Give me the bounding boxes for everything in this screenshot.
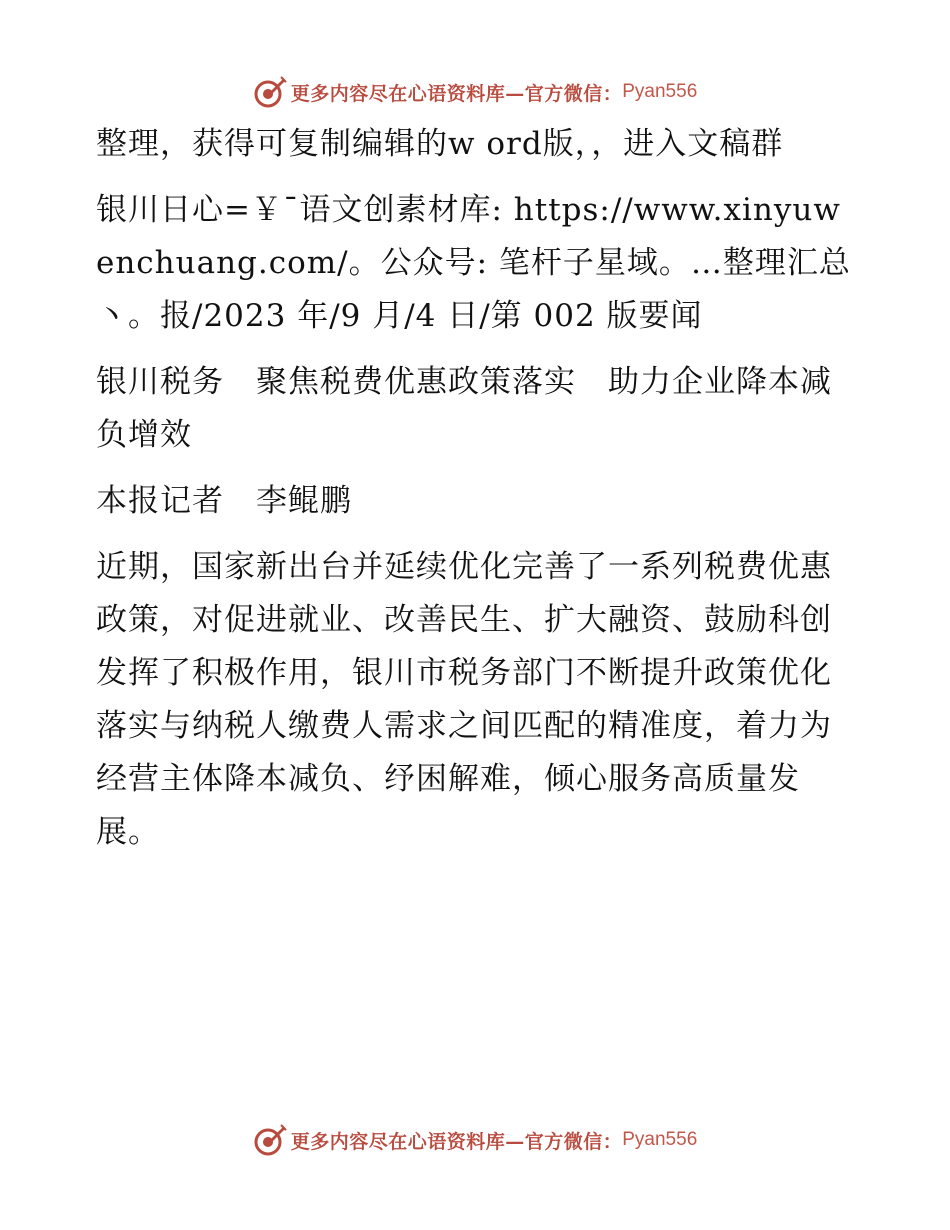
quill-pen-logo-icon — [253, 1123, 287, 1157]
article-title: 银川税务 聚焦税费优惠政策落实 助力企业降本减负增效 — [96, 364, 832, 453]
header-banner — [0, 72, 950, 112]
paragraph-intro-note: 整理，获得可复制编辑的w ord版，，进入文稿群 — [96, 126, 784, 162]
article-body-paragraph: 近期，国家新出台并延续优化完善了一系列税费优惠政策，对促进就业、改善民生、扩大融资、鼓励科创发挥了积极作用，银川市税务部门不断提升政策优化落实与纳税人缴费人需求之间匹配的精准度，着力为经营主体降本减负、纾困解难，倾心服务高质量发展。 — [96, 549, 832, 850]
article-byline: 本报记者 李鲲鹏 — [96, 483, 352, 519]
header-banner-text: 更多内容尽在心语资料库—官方微信： — [290, 82, 623, 105]
document-body — [96, 118, 856, 872]
footer-banner-account: Pyan556 — [622, 1129, 698, 1150]
footer-banner — [0, 1120, 950, 1160]
footer-banner-text: 更多内容尽在心语资料库—官方微信： — [290, 1130, 623, 1153]
header-banner-account: Pyan556 — [622, 81, 698, 102]
quill-pen-logo-icon — [253, 75, 287, 109]
paragraph-source-info: 银川日心=￥¯语文创素材库: https://www.xinyuwenchuang.com/。公众号: 笔杆子星域。…整理汇总丶。报/2023 年/9 月/4 日/第 002 版要闻 — [96, 192, 851, 334]
